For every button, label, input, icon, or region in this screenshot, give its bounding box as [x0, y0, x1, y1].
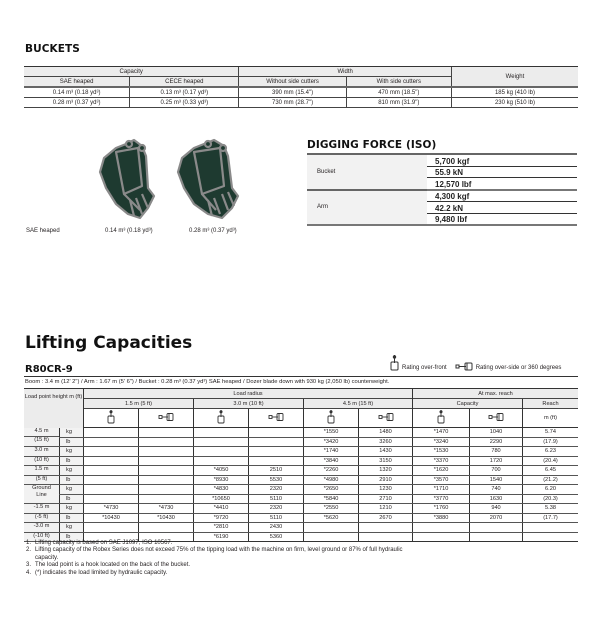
capacity-value — [84, 485, 139, 495]
capacity-value: 1230 — [359, 485, 413, 495]
unit-label: lb — [60, 437, 84, 447]
capacity-value: *2550 — [304, 504, 359, 514]
load-point-height — [24, 504, 60, 523]
over-front-col — [304, 409, 359, 428]
lifting-capacities-table — [24, 388, 578, 542]
without-cell: 730 mm (28.7") — [239, 98, 346, 108]
weight-header: Weight — [451, 67, 578, 88]
reach-value: (17.7) — [523, 513, 579, 523]
table-row — [24, 456, 578, 466]
capacity-value — [470, 523, 523, 533]
note-item — [26, 547, 406, 562]
rating-over-side-icon — [158, 413, 174, 423]
load-point-height-label: (-5 ft) — [34, 513, 49, 520]
capacity-value: *2260 — [304, 466, 359, 476]
capacity-value: 1320 — [359, 466, 413, 476]
table-row — [24, 475, 578, 485]
radius-1-5m-header: 1.5 m (5 ft) — [84, 399, 194, 409]
capacity-value — [249, 437, 304, 447]
lifting-capacities-title: Lifting Capacities — [25, 333, 193, 353]
rating-over-front-icon — [327, 410, 335, 426]
note-number: 4. — [26, 569, 32, 576]
table-row — [24, 447, 578, 457]
reach-value — [523, 523, 579, 533]
capacity-value: 700 — [470, 466, 523, 476]
rating-over-front-icon — [107, 410, 115, 426]
capacity-value — [413, 532, 470, 542]
reach-value: (20.3) — [523, 494, 579, 504]
capacity-value: *4830 — [194, 485, 249, 495]
load-point-height — [24, 428, 60, 447]
digging-force-title: DIGGING FORCE (ISO) — [307, 139, 437, 151]
load-point-height-label: 4.5 m — [24, 428, 59, 438]
bucket-caption: 0.28 m³ (0.37 yd³) — [189, 228, 237, 234]
load-point-height — [24, 466, 60, 485]
over-front-col — [413, 409, 470, 428]
capacity-value: *3570 — [413, 475, 470, 485]
capacity-value: *1710 — [413, 485, 470, 495]
reach-value: (17.9) — [523, 437, 579, 447]
table-row — [24, 428, 578, 438]
capacity-value: 3150 — [359, 456, 413, 466]
capacity-value: *5620 — [304, 513, 359, 523]
capacity-value: 2910 — [359, 475, 413, 485]
configuration-note: Boom : 3.4 m (12' 2") / Arm : 1.67 m (5' 6") / Bucket : 0.28 m³ (0.37 yd³) SAE heaped / Dozer blade down with 930 kg (2,050 lb) counterweight. — [25, 379, 390, 385]
capacity-value: 3260 — [359, 437, 413, 447]
note-item — [26, 540, 406, 547]
capacity-value: *1740 — [304, 447, 359, 457]
capacity-value: 2290 — [470, 437, 523, 447]
capacity-value: *3370 — [413, 456, 470, 466]
note-text: (*) indicates the load limited by hydraulic capacity. — [35, 569, 168, 576]
load-point-height-label: Ground — [32, 485, 51, 491]
arm-force-label: Arm — [307, 190, 427, 226]
table-row — [24, 523, 578, 533]
capacity-value: 1040 — [470, 428, 523, 438]
load-point-height-label: -1.5 m — [24, 504, 59, 514]
cece-heaped-header: CECE heaped — [130, 77, 239, 88]
over-front-col — [194, 409, 249, 428]
capacity-value: 780 — [470, 447, 523, 457]
load-point-header: Load point height m (ft) — [24, 389, 84, 428]
capacity-value: *4730 — [84, 504, 139, 514]
capacity-value — [470, 532, 523, 542]
without-cell: 390 mm (15.4") — [239, 87, 346, 98]
unit-label: lb — [60, 513, 84, 523]
capacity-value: 1430 — [359, 447, 413, 457]
note-number: 1. — [26, 540, 32, 546]
reach-value: 6.20 — [523, 485, 579, 495]
load-radius-header: Load radius — [84, 389, 413, 399]
force-value: 9,480 lbf — [427, 213, 577, 225]
over-side-col — [249, 409, 304, 428]
unit-label: kg — [60, 466, 84, 476]
capacity-value: *10430 — [139, 513, 194, 523]
unit-label: kg — [60, 428, 84, 438]
radius-3-0m-header: 3.0 m (10 ft) — [194, 399, 304, 409]
capacity-value: 2430 — [249, 523, 304, 533]
note-item — [26, 562, 406, 569]
rating-over-side-icon — [378, 413, 394, 423]
sae-cell: 0.14 m³ (0.18 yd³) — [24, 87, 130, 98]
load-point-height-label: (-10 ft) — [33, 532, 50, 539]
capacity-value — [139, 466, 194, 476]
unit-label: lb — [60, 456, 84, 466]
force-value: 5,700 kgf — [427, 154, 577, 166]
capacity-value: *3770 — [413, 494, 470, 504]
rating-over-side-icon — [488, 413, 504, 423]
reach-value: (20.4) — [523, 456, 579, 466]
reach-value: (21.2) — [523, 475, 579, 485]
capacity-value — [413, 523, 470, 533]
capacity-value: *6190 — [194, 532, 249, 542]
capacity-value — [194, 428, 249, 438]
capacity-value: 1720 — [470, 456, 523, 466]
reach-header: Reach — [523, 399, 579, 409]
force-value: 42.2 kN — [427, 202, 577, 214]
capacity-value — [84, 447, 139, 457]
bucket-force-label: Bucket — [307, 154, 427, 190]
excavator-bucket-icon — [98, 138, 160, 220]
note-text: Lifting capacity of the Robex Series does not exceed 75% of the tipping load with the machine on firm, level ground or 87% of full hydraulic capacity. — [35, 547, 403, 561]
note-text: Lifting capacity is based on SAE J1097, ISO 10567. — [35, 540, 173, 546]
sae-heaped-header: SAE heaped — [24, 77, 130, 88]
capacity-value — [139, 485, 194, 495]
buckets-title: BUCKETS — [25, 43, 80, 55]
load-point-height-label: (15 ft) — [34, 437, 49, 444]
capacity-value: 1540 — [470, 475, 523, 485]
table-row — [24, 513, 578, 523]
reach-value: 6.45 — [523, 466, 579, 476]
capacity-header: Capacity — [24, 67, 239, 77]
load-point-height — [24, 447, 60, 466]
width-header: Width — [239, 67, 451, 77]
table-row — [24, 87, 578, 98]
cece-cell: 0.13 m³ (0.17 yd³) — [130, 87, 239, 98]
capacity-value — [359, 523, 413, 533]
force-value: 55.9 kN — [427, 166, 577, 178]
capacity-value: *1470 — [413, 428, 470, 438]
over-front-col — [84, 409, 139, 428]
capacity-value — [194, 437, 249, 447]
capacity-value: *1530 — [413, 447, 470, 457]
unit-label: lb — [60, 475, 84, 485]
unit-label: kg — [60, 485, 84, 495]
table-row — [24, 437, 578, 447]
rating-over-front-label: Rating over-front — [402, 365, 447, 371]
capacity-value: 2320 — [249, 504, 304, 514]
rating-over-front-icon — [437, 410, 445, 426]
capacity-value: 940 — [470, 504, 523, 514]
capacity-value — [139, 456, 194, 466]
over-side-col — [139, 409, 194, 428]
capacity-value: *8930 — [194, 475, 249, 485]
without-side-cutters-header: Without side cutters — [239, 77, 346, 88]
capacity-value: *4050 — [194, 466, 249, 476]
with-cell: 470 mm (18.5") — [346, 87, 451, 98]
load-point-height-label: (5 ft) — [35, 475, 48, 482]
with-side-cutters-header: With side cutters — [346, 77, 451, 88]
table-row — [24, 485, 578, 495]
weight-cell: 185 kg (410 lb) — [451, 87, 578, 98]
capacity-value: 2320 — [249, 485, 304, 495]
unit-label: lb — [60, 532, 84, 542]
at-max-reach-header: At max. reach — [413, 389, 579, 399]
capacity-value — [194, 456, 249, 466]
buckets-table — [24, 66, 578, 108]
rating-over-side-icon — [268, 413, 284, 423]
with-cell: 810 mm (31.9") — [346, 98, 451, 108]
capacity-value: *2810 — [194, 523, 249, 533]
unit-label: kg — [60, 447, 84, 457]
capacity-value — [139, 447, 194, 457]
capacity-value — [84, 475, 139, 485]
capacity-value: *3880 — [413, 513, 470, 523]
capacity-value — [139, 475, 194, 485]
reach-value: 6.23 — [523, 447, 579, 457]
capacity-value: 2070 — [470, 513, 523, 523]
capacity-value: 1480 — [359, 428, 413, 438]
capacity-value — [139, 437, 194, 447]
reach-value — [523, 532, 579, 542]
table-row — [24, 466, 578, 476]
load-point-height-label: (10 ft) — [34, 456, 49, 463]
unit-label: kg — [60, 504, 84, 514]
table-row — [24, 98, 578, 108]
capacity-value — [304, 523, 359, 533]
capacity-value — [84, 494, 139, 504]
capacity-value: *1550 — [304, 428, 359, 438]
capacity-value — [84, 456, 139, 466]
rating-over-front-icon — [390, 355, 399, 371]
capacity-value: *9720 — [194, 513, 249, 523]
excavator-bucket-icon — [176, 138, 242, 220]
unit-label: lb — [60, 494, 84, 504]
load-point-height-label: 3.0 m — [24, 447, 59, 457]
note-number: 2. — [26, 547, 32, 554]
capacity-value: *4980 — [304, 475, 359, 485]
capacity-value: *1620 — [413, 466, 470, 476]
load-point-height — [24, 523, 60, 542]
load-point-height-label: 1.5 m — [24, 466, 59, 476]
capacity-value: 740 — [470, 485, 523, 495]
capacity-value: *10430 — [84, 513, 139, 523]
cece-cell: 0.25 m³ (0.33 yd³) — [130, 98, 239, 108]
force-value: 12,570 lbf — [427, 178, 577, 190]
note-number: 3. — [26, 562, 32, 569]
capacity-value — [194, 447, 249, 457]
capacity-value: *5840 — [304, 494, 359, 504]
capacity-value: 5530 — [249, 475, 304, 485]
capacity-value: *3240 — [413, 437, 470, 447]
weight-cell: 230 kg (510 lb) — [451, 98, 578, 108]
capacity-value: 5360 — [249, 532, 304, 542]
capacity-value: 2710 — [359, 494, 413, 504]
unit-label: kg — [60, 523, 84, 533]
capacity-value — [139, 494, 194, 504]
capacity-value: 2510 — [249, 466, 304, 476]
reach-unit-header: m (ft) — [523, 409, 579, 428]
over-side-col — [470, 409, 523, 428]
capacity-value: 1210 — [359, 504, 413, 514]
over-side-col — [359, 409, 413, 428]
capacity-value — [249, 456, 304, 466]
reach-value: 5.74 — [523, 428, 579, 438]
bucket-caption: 0.14 m³ (0.18 yd³) — [105, 228, 153, 234]
table-row — [24, 504, 578, 514]
capacity-value: 1630 — [470, 494, 523, 504]
model-name: R80CR-9 — [25, 364, 73, 375]
capacity-value: 5110 — [249, 513, 304, 523]
capacity-value — [84, 428, 139, 438]
notes-list — [26, 540, 406, 577]
rating-over-side-icon — [455, 362, 473, 371]
capacity-value: *3420 — [304, 437, 359, 447]
rating-over-side-label: Rating over-side or 360 degrees — [475, 365, 562, 371]
capacity-value: *3840 — [304, 456, 359, 466]
reach-value: 5.38 — [523, 504, 579, 514]
capacity-value — [249, 428, 304, 438]
capacity-value: 2670 — [359, 513, 413, 523]
capacity-value: *4730 — [139, 504, 194, 514]
capacity-value — [139, 523, 194, 533]
note-item — [26, 570, 406, 577]
rating-legend — [390, 355, 561, 371]
radius-4-5m-header: 4.5 m (15 ft) — [304, 399, 413, 409]
capacity-value — [84, 437, 139, 447]
capacity-value: *4410 — [194, 504, 249, 514]
table-row — [24, 494, 578, 504]
note-text: The load point is a hook located on the back of the bucket. — [35, 562, 191, 569]
capacity-value: *2650 — [304, 485, 359, 495]
capacity-value — [249, 447, 304, 457]
capacity-value — [84, 523, 139, 533]
force-value: 4,300 kgf — [427, 190, 577, 202]
capacity-header: Capacity — [413, 399, 523, 409]
capacity-value — [139, 428, 194, 438]
bucket-images-label: SAE heaped — [26, 228, 60, 234]
load-point-height-label: Line — [36, 492, 47, 498]
rating-over-front-icon — [217, 410, 225, 426]
load-point-height — [24, 485, 60, 504]
load-point-height-label: -3.0 m — [24, 523, 59, 533]
capacity-value — [84, 466, 139, 476]
capacity-value: *1760 — [413, 504, 470, 514]
sae-cell: 0.28 m³ (0.37 yd³) — [24, 98, 130, 108]
capacity-value: 5110 — [249, 494, 304, 504]
digging-force-table — [307, 153, 577, 226]
capacity-value: *10650 — [194, 494, 249, 504]
